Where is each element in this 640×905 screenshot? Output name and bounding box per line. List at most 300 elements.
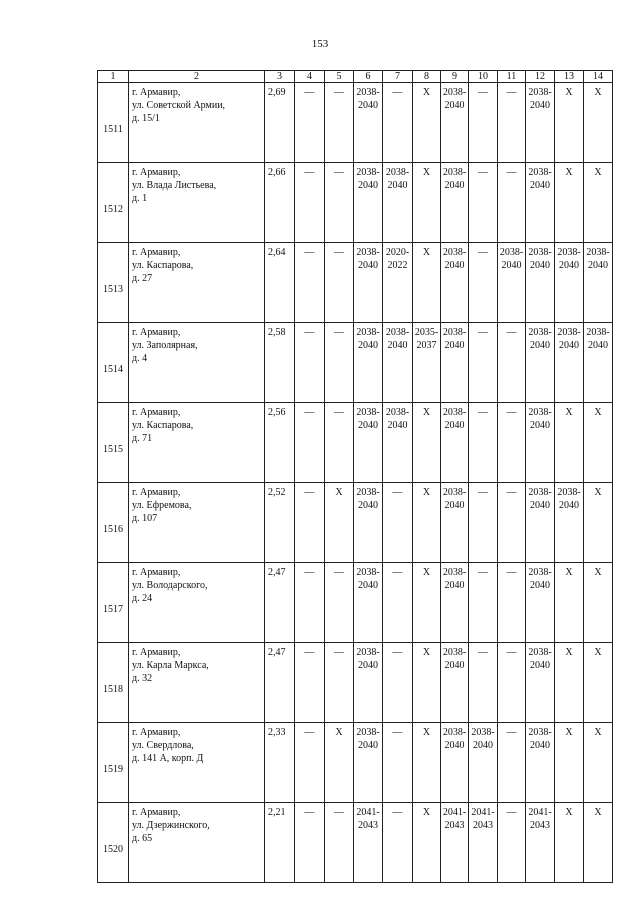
table-row bbox=[98, 403, 613, 483]
cell-line: 2041- bbox=[471, 807, 495, 818]
address-line: ул. Карла Маркса, bbox=[132, 660, 209, 671]
column-header: 12 bbox=[526, 71, 555, 83]
cell-line: — bbox=[392, 727, 403, 738]
cell-line: 2040 bbox=[358, 340, 378, 351]
column-header: 13 bbox=[555, 71, 584, 83]
year-cell bbox=[526, 243, 555, 323]
cell-line: X bbox=[422, 407, 431, 418]
column-header: 10 bbox=[469, 71, 498, 83]
year-cell bbox=[354, 723, 383, 803]
cell-line: — bbox=[478, 647, 488, 658]
cell-line: — bbox=[506, 327, 517, 338]
year-cell bbox=[295, 723, 325, 803]
cell-line: — bbox=[478, 407, 488, 418]
value-cell: 2,56 bbox=[265, 403, 295, 483]
cell-line: — bbox=[392, 807, 403, 818]
cell-line: 2038- bbox=[442, 407, 467, 418]
year-cell bbox=[441, 563, 469, 643]
column-header: 2 bbox=[129, 71, 265, 83]
cell-line: — bbox=[304, 407, 315, 418]
cell-line: — bbox=[478, 327, 488, 338]
cell-line: 2038- bbox=[586, 247, 610, 258]
year-cell bbox=[469, 323, 498, 403]
cell-line: — bbox=[304, 567, 315, 578]
year-cell bbox=[526, 483, 555, 563]
year-cell bbox=[441, 83, 469, 163]
year-cell bbox=[413, 83, 441, 163]
cell-line: 2040 bbox=[530, 180, 550, 191]
cell-line: X bbox=[594, 87, 602, 98]
year-cell bbox=[498, 243, 526, 323]
cell-line: X bbox=[594, 647, 602, 658]
cell-line: 2038- bbox=[528, 87, 552, 98]
cell-line: 2040 bbox=[387, 340, 408, 351]
year-cell bbox=[526, 163, 555, 243]
year-cell bbox=[469, 243, 498, 323]
column-header: 11 bbox=[498, 71, 526, 83]
cell-line: 2038- bbox=[528, 247, 552, 258]
year-cell bbox=[469, 163, 498, 243]
value-cell: 2,66 bbox=[265, 163, 295, 243]
address-line: г. Армавир, bbox=[132, 487, 181, 498]
address-line: ул. Каспарова, bbox=[132, 420, 194, 431]
year-cell bbox=[413, 323, 441, 403]
cell-line: 2038- bbox=[557, 327, 581, 338]
cell-line: 2040 bbox=[358, 260, 378, 271]
cell-line: 2038- bbox=[528, 647, 552, 658]
cell-line: X bbox=[594, 167, 602, 178]
cell-line: 2040 bbox=[444, 580, 465, 591]
table-row bbox=[98, 803, 613, 883]
cell-line: — bbox=[506, 727, 517, 738]
cell-line: — bbox=[478, 167, 488, 178]
value-cell: 2,47 bbox=[265, 563, 295, 643]
row-number: 1515 bbox=[103, 444, 123, 455]
address-line: г. Армавир, bbox=[132, 567, 181, 578]
table-row bbox=[98, 163, 613, 243]
year-cell bbox=[469, 403, 498, 483]
year-cell bbox=[498, 163, 526, 243]
row-number: 1513 bbox=[103, 284, 123, 295]
year-cell bbox=[526, 563, 555, 643]
row-number: 1512 bbox=[103, 204, 123, 215]
cell-line: 2038- bbox=[528, 167, 552, 178]
cell-line: 2040 bbox=[358, 740, 378, 751]
cell-line: — bbox=[506, 487, 517, 498]
cell-line: X bbox=[594, 487, 602, 498]
year-cell bbox=[469, 563, 498, 643]
table-row bbox=[98, 723, 613, 803]
year-cell bbox=[325, 83, 354, 163]
row-number: 1516 bbox=[103, 524, 123, 535]
year-cell bbox=[441, 323, 469, 403]
value-cell: 2,33 bbox=[265, 723, 295, 803]
cell-line: — bbox=[334, 807, 344, 818]
row-number-cell bbox=[98, 323, 129, 403]
address-line: д. 65 bbox=[132, 833, 153, 844]
value-cell: 2,47 bbox=[265, 643, 295, 723]
address-line: ул. Советской Армии, bbox=[132, 100, 226, 111]
address-line: д. 32 bbox=[132, 673, 153, 684]
year-cell bbox=[413, 403, 441, 483]
cell-line: X bbox=[422, 167, 431, 178]
address-line: ул. Влада Листьева, bbox=[132, 180, 217, 191]
cell-line: 2038- bbox=[528, 567, 552, 578]
year-cell bbox=[526, 323, 555, 403]
address-line: д. 24 bbox=[132, 593, 153, 604]
cell-line: X bbox=[565, 727, 573, 738]
cell-line: — bbox=[304, 87, 315, 98]
cell-line: 2043 bbox=[530, 820, 550, 831]
row-number-cell bbox=[98, 803, 129, 883]
table-row bbox=[98, 563, 613, 643]
year-cell bbox=[441, 803, 469, 883]
row-number-cell bbox=[98, 723, 129, 803]
cell-line: 2038- bbox=[528, 727, 552, 738]
value-cell: 2,52 bbox=[265, 483, 295, 563]
cell-line: X bbox=[335, 487, 343, 498]
address-line: г. Армавир, bbox=[132, 647, 181, 658]
table-row bbox=[98, 323, 613, 403]
cell-line: 2040 bbox=[358, 100, 378, 111]
address-line: г. Армавир, bbox=[132, 407, 181, 418]
cell-line: 2041- bbox=[528, 807, 552, 818]
cell-line: — bbox=[478, 487, 488, 498]
cell-line: 2038- bbox=[356, 727, 380, 738]
cell-line: 2038- bbox=[356, 87, 380, 98]
column-header: 3 bbox=[265, 71, 295, 83]
year-cell bbox=[441, 403, 469, 483]
year-cell bbox=[383, 243, 413, 323]
cell-line: 2038- bbox=[356, 327, 380, 338]
address-line: д. 1 bbox=[132, 193, 148, 204]
row-number: 1520 bbox=[103, 844, 123, 855]
year-cell bbox=[295, 163, 325, 243]
year-cell bbox=[584, 803, 613, 883]
cell-line: 2040 bbox=[530, 100, 550, 111]
year-cell bbox=[555, 243, 584, 323]
cell-line: 2040 bbox=[530, 500, 550, 511]
year-cell bbox=[413, 163, 441, 243]
address-cell bbox=[129, 243, 265, 323]
year-cell bbox=[555, 563, 584, 643]
year-cell bbox=[295, 403, 325, 483]
table-row bbox=[98, 83, 613, 163]
year-cell bbox=[441, 243, 469, 323]
cell-line: 2040 bbox=[473, 740, 493, 751]
cell-line: — bbox=[506, 647, 517, 658]
cell-line: 2040 bbox=[387, 420, 408, 431]
year-cell bbox=[354, 323, 383, 403]
cell-line: — bbox=[392, 87, 403, 98]
cell-line: — bbox=[506, 167, 517, 178]
address-cell bbox=[129, 403, 265, 483]
year-cell bbox=[295, 243, 325, 323]
cell-line: 2040 bbox=[444, 100, 465, 111]
cell-line: — bbox=[304, 167, 315, 178]
cell-line: 2040 bbox=[358, 500, 378, 511]
year-cell bbox=[383, 643, 413, 723]
cell-line: 2038- bbox=[356, 647, 380, 658]
cell-line: 2022 bbox=[387, 260, 408, 271]
cell-line: — bbox=[334, 247, 344, 258]
cell-line: — bbox=[506, 407, 517, 418]
cell-line: X bbox=[594, 727, 602, 738]
address-line: г. Армавир, bbox=[132, 167, 181, 178]
table-row bbox=[98, 483, 613, 563]
cell-line: 2040 bbox=[559, 340, 579, 351]
year-cell bbox=[383, 483, 413, 563]
address-cell bbox=[129, 323, 265, 403]
year-cell bbox=[441, 723, 469, 803]
row-number: 1518 bbox=[103, 684, 123, 695]
year-cell bbox=[413, 723, 441, 803]
address-line: г. Армавир, bbox=[132, 87, 181, 98]
column-header: 8 bbox=[413, 71, 441, 83]
row-number-cell bbox=[98, 483, 129, 563]
cell-line: 2038- bbox=[356, 247, 380, 258]
year-cell bbox=[498, 483, 526, 563]
address-cell bbox=[129, 643, 265, 723]
cell-line: 2041- bbox=[356, 807, 380, 818]
value-cell: 2,69 bbox=[265, 83, 295, 163]
column-header: 1 bbox=[98, 71, 129, 83]
year-cell bbox=[354, 563, 383, 643]
year-cell bbox=[441, 163, 469, 243]
cell-line: X bbox=[565, 647, 573, 658]
cell-line: 2041- bbox=[442, 807, 467, 818]
address-cell bbox=[129, 723, 265, 803]
year-cell bbox=[325, 243, 354, 323]
cell-line: — bbox=[304, 727, 315, 738]
cell-line: 2038- bbox=[528, 327, 552, 338]
year-cell bbox=[555, 163, 584, 243]
year-cell bbox=[383, 163, 413, 243]
column-header: 9 bbox=[441, 71, 469, 83]
year-cell bbox=[325, 643, 354, 723]
year-cell bbox=[584, 483, 613, 563]
cell-line: X bbox=[594, 407, 602, 418]
year-cell bbox=[526, 723, 555, 803]
address-cell bbox=[129, 563, 265, 643]
cell-line: 2040 bbox=[387, 180, 408, 191]
cell-line: 2038- bbox=[442, 167, 467, 178]
cell-line: 2038- bbox=[557, 247, 581, 258]
year-cell bbox=[325, 803, 354, 883]
year-cell bbox=[383, 563, 413, 643]
header-row bbox=[98, 71, 613, 83]
cell-line: X bbox=[335, 727, 343, 738]
cell-line: 2040 bbox=[358, 180, 378, 191]
cell-line: — bbox=[304, 807, 315, 818]
row-number-cell bbox=[98, 243, 129, 323]
year-cell bbox=[325, 163, 354, 243]
cell-line: X bbox=[594, 807, 602, 818]
cell-line: 2040 bbox=[444, 500, 465, 511]
cell-line: 2038- bbox=[442, 567, 467, 578]
year-cell bbox=[555, 483, 584, 563]
year-cell bbox=[555, 723, 584, 803]
year-cell bbox=[295, 323, 325, 403]
table-row bbox=[98, 243, 613, 323]
value-cell: 2,58 bbox=[265, 323, 295, 403]
address-line: д. 15/1 bbox=[132, 113, 160, 124]
year-cell bbox=[413, 243, 441, 323]
address-line: ул. Каспарова, bbox=[132, 260, 194, 271]
cell-line: — bbox=[304, 327, 315, 338]
cell-line: 2038- bbox=[356, 487, 380, 498]
year-cell bbox=[555, 83, 584, 163]
year-cell bbox=[584, 723, 613, 803]
year-cell bbox=[469, 723, 498, 803]
address-line: ул. Володарского, bbox=[132, 580, 208, 591]
year-cell bbox=[413, 483, 441, 563]
cell-line: 2038- bbox=[385, 407, 410, 418]
cell-line: 2040 bbox=[501, 260, 522, 271]
year-cell bbox=[295, 483, 325, 563]
cell-line: — bbox=[506, 567, 517, 578]
year-cell bbox=[555, 403, 584, 483]
year-cell bbox=[295, 643, 325, 723]
address-cell bbox=[129, 803, 265, 883]
year-cell bbox=[498, 83, 526, 163]
cell-line: X bbox=[422, 487, 431, 498]
cell-line: 2040 bbox=[530, 260, 550, 271]
table-row bbox=[98, 643, 613, 723]
address-line: д. 27 bbox=[132, 273, 153, 284]
cell-line: 2038- bbox=[528, 487, 552, 498]
cell-line: — bbox=[506, 807, 517, 818]
cell-line: 2038- bbox=[356, 167, 380, 178]
cell-line: 2040 bbox=[444, 660, 465, 671]
year-cell bbox=[383, 323, 413, 403]
year-cell bbox=[354, 643, 383, 723]
row-number-cell bbox=[98, 563, 129, 643]
cell-line: X bbox=[422, 647, 431, 658]
column-header: 6 bbox=[354, 71, 383, 83]
cell-line: — bbox=[334, 407, 344, 418]
value-cell: 2,21 bbox=[265, 803, 295, 883]
cell-line: 2038- bbox=[442, 247, 467, 258]
cell-line: 2040 bbox=[588, 260, 608, 271]
cell-line: 2043 bbox=[444, 820, 465, 831]
year-cell bbox=[584, 323, 613, 403]
cell-line: 2038- bbox=[385, 167, 410, 178]
address-line: г. Армавир, bbox=[132, 807, 181, 818]
cell-line: X bbox=[565, 87, 573, 98]
address-cell bbox=[129, 163, 265, 243]
year-cell bbox=[383, 723, 413, 803]
year-cell bbox=[325, 483, 354, 563]
address-line: д. 107 bbox=[132, 513, 158, 524]
year-cell bbox=[526, 83, 555, 163]
cell-line: 2040 bbox=[559, 260, 579, 271]
cell-line: — bbox=[334, 647, 344, 658]
year-cell bbox=[413, 643, 441, 723]
cell-line: 2038- bbox=[442, 327, 467, 338]
cell-line: 2035- bbox=[414, 327, 439, 338]
cell-line: — bbox=[392, 487, 403, 498]
year-cell bbox=[584, 163, 613, 243]
cell-line: 2040 bbox=[588, 340, 608, 351]
row-number-cell bbox=[98, 163, 129, 243]
year-cell bbox=[354, 163, 383, 243]
year-cell bbox=[498, 323, 526, 403]
year-cell bbox=[498, 803, 526, 883]
year-cell bbox=[498, 403, 526, 483]
year-cell bbox=[498, 723, 526, 803]
cell-line: 2040 bbox=[444, 740, 465, 751]
row-number: 1511 bbox=[103, 124, 123, 135]
value-cell: 2,64 bbox=[265, 243, 295, 323]
year-cell bbox=[469, 803, 498, 883]
address-line: ул. Заполярная, bbox=[132, 340, 198, 351]
year-cell bbox=[584, 643, 613, 723]
year-cell bbox=[469, 483, 498, 563]
year-cell bbox=[584, 243, 613, 323]
year-cell bbox=[383, 83, 413, 163]
cell-line: — bbox=[304, 647, 315, 658]
cell-line: 2040 bbox=[530, 660, 550, 671]
year-cell bbox=[498, 563, 526, 643]
address-line: г. Армавир, bbox=[132, 247, 181, 258]
year-cell bbox=[325, 563, 354, 643]
cell-line: 2038- bbox=[442, 647, 467, 658]
cell-line: 2038- bbox=[586, 327, 610, 338]
row-number-cell bbox=[98, 403, 129, 483]
cell-line: 2038- bbox=[528, 407, 552, 418]
cell-line: 2038- bbox=[471, 727, 495, 738]
year-cell bbox=[383, 403, 413, 483]
column-header: 14 bbox=[584, 71, 613, 83]
year-cell bbox=[555, 643, 584, 723]
row-number: 1517 bbox=[103, 604, 123, 615]
year-cell bbox=[469, 643, 498, 723]
address-cell bbox=[129, 83, 265, 163]
cell-line: 2040 bbox=[358, 580, 378, 591]
address-line: ул. Дзержинского, bbox=[132, 820, 210, 831]
year-cell bbox=[325, 723, 354, 803]
year-cell bbox=[354, 483, 383, 563]
address-cell bbox=[129, 483, 265, 563]
cell-line: 2040 bbox=[530, 740, 550, 751]
year-cell bbox=[584, 403, 613, 483]
cell-line: 2040 bbox=[358, 420, 378, 431]
cell-line: 2038- bbox=[557, 487, 581, 498]
cell-line: — bbox=[392, 647, 403, 658]
cell-line: 2038- bbox=[356, 407, 380, 418]
column-header: 5 bbox=[325, 71, 354, 83]
cell-line: — bbox=[506, 87, 517, 98]
cell-line: 2038- bbox=[442, 87, 467, 98]
cell-line: 2038- bbox=[442, 727, 467, 738]
row-number-cell bbox=[98, 643, 129, 723]
cell-line: 2038- bbox=[442, 487, 467, 498]
cell-line: X bbox=[565, 807, 573, 818]
cell-line: 2038- bbox=[356, 567, 380, 578]
row-number: 1514 bbox=[103, 364, 123, 375]
cell-line: 2037 bbox=[416, 340, 437, 351]
cell-line: 2040 bbox=[530, 580, 550, 591]
cell-line: X bbox=[422, 247, 431, 258]
year-cell bbox=[325, 323, 354, 403]
year-cell bbox=[354, 803, 383, 883]
cell-line: — bbox=[334, 567, 344, 578]
year-cell bbox=[584, 563, 613, 643]
cell-line: 2043 bbox=[473, 820, 493, 831]
row-number: 1519 bbox=[103, 764, 123, 775]
year-cell bbox=[354, 403, 383, 483]
